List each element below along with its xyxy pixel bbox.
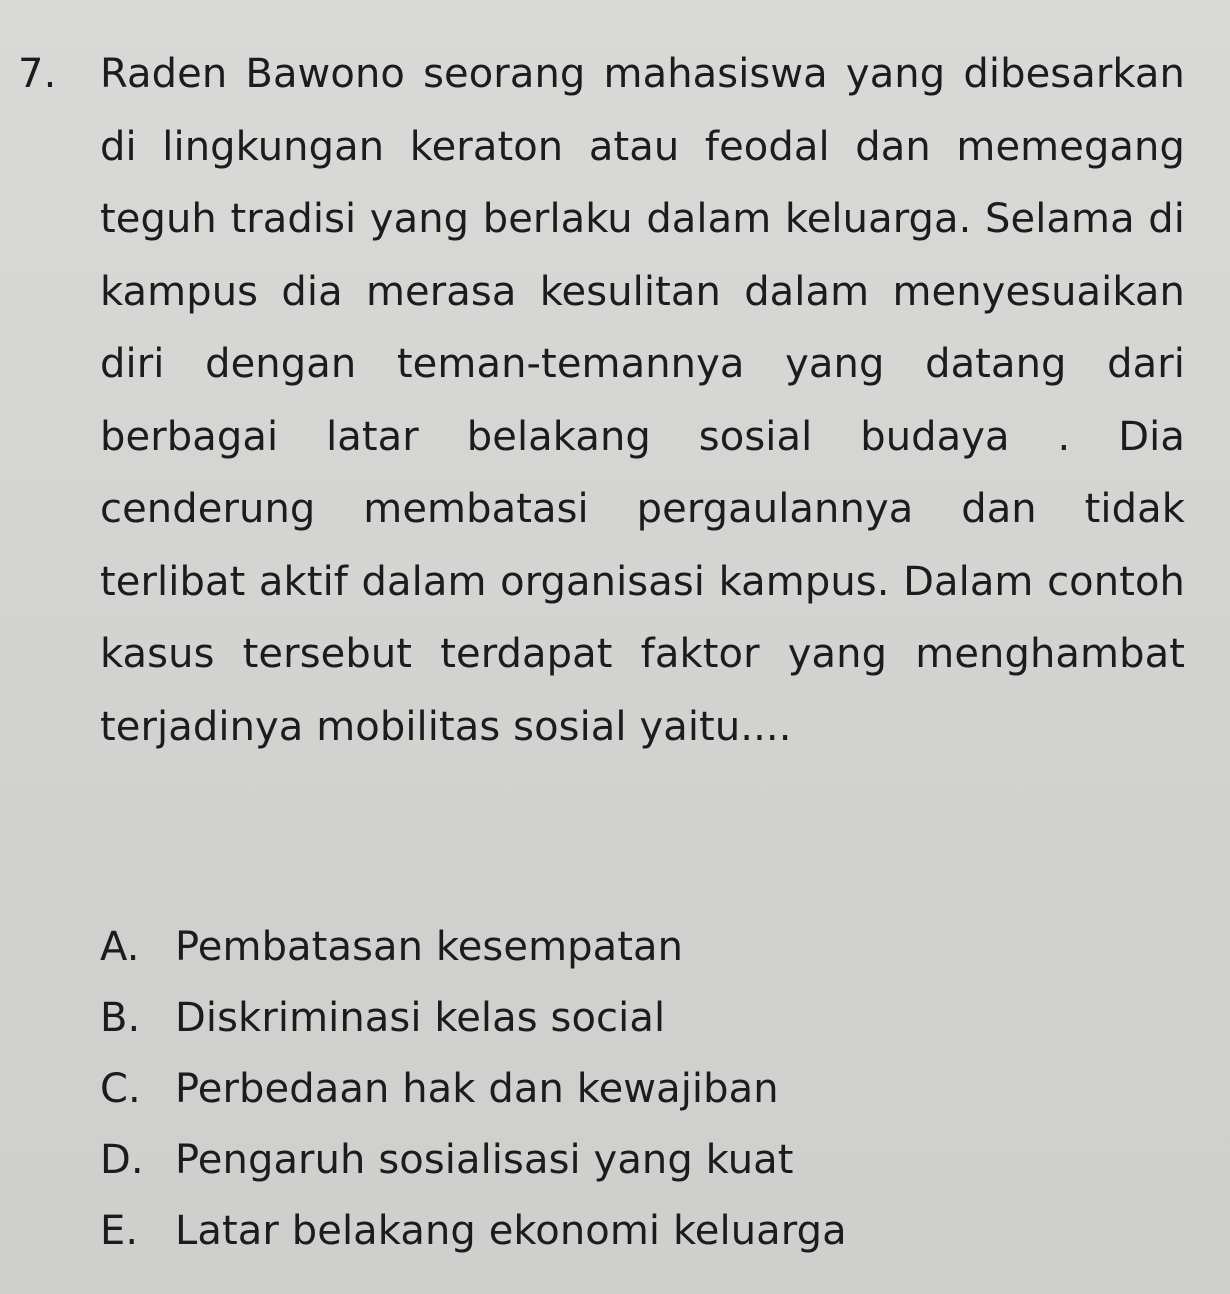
option-e	[100, 1196, 1100, 1267]
question-number: 7.	[18, 51, 57, 97]
answer-options	[100, 912, 1100, 1267]
option-c	[100, 1054, 1100, 1125]
option-letter: D.	[100, 1137, 144, 1183]
option-d	[100, 1125, 1100, 1196]
option-letter: E.	[100, 1208, 139, 1254]
question-text: Raden Bawono seorang mahasiswa yang dibesarkan di lingkungan keraton atau feodal dan memegang teguh tradisi yang berlaku dalam keluarga. Selama di kampus dia merasa kesulitan dalam menyesuaikan diri dengan teman-temannya yang datang dari berbagai latar belakang sosial budaya . Dia cenderung membatasi pergaulannya dan tidak terlibat aktif dalam organisasi kampus. Dalam contoh kasus tersebut terdapat faktor yang menghambat terjadinya mobilitas sosial yaitu....	[100, 51, 1185, 750]
option-text: Diskriminasi kelas social	[175, 995, 666, 1041]
option-text: Perbedaan hak dan kewajiban	[175, 1066, 779, 1112]
option-letter: A.	[100, 924, 140, 970]
option-text: Pembatasan kesempatan	[175, 924, 684, 970]
option-text: Latar belakang ekonomi keluarga	[175, 1208, 847, 1254]
option-b	[100, 983, 1100, 1054]
option-a	[100, 912, 1100, 983]
option-letter: B.	[100, 995, 141, 1041]
option-letter: C.	[100, 1066, 141, 1112]
option-text: Pengaruh sosialisasi yang kuat	[175, 1137, 794, 1183]
